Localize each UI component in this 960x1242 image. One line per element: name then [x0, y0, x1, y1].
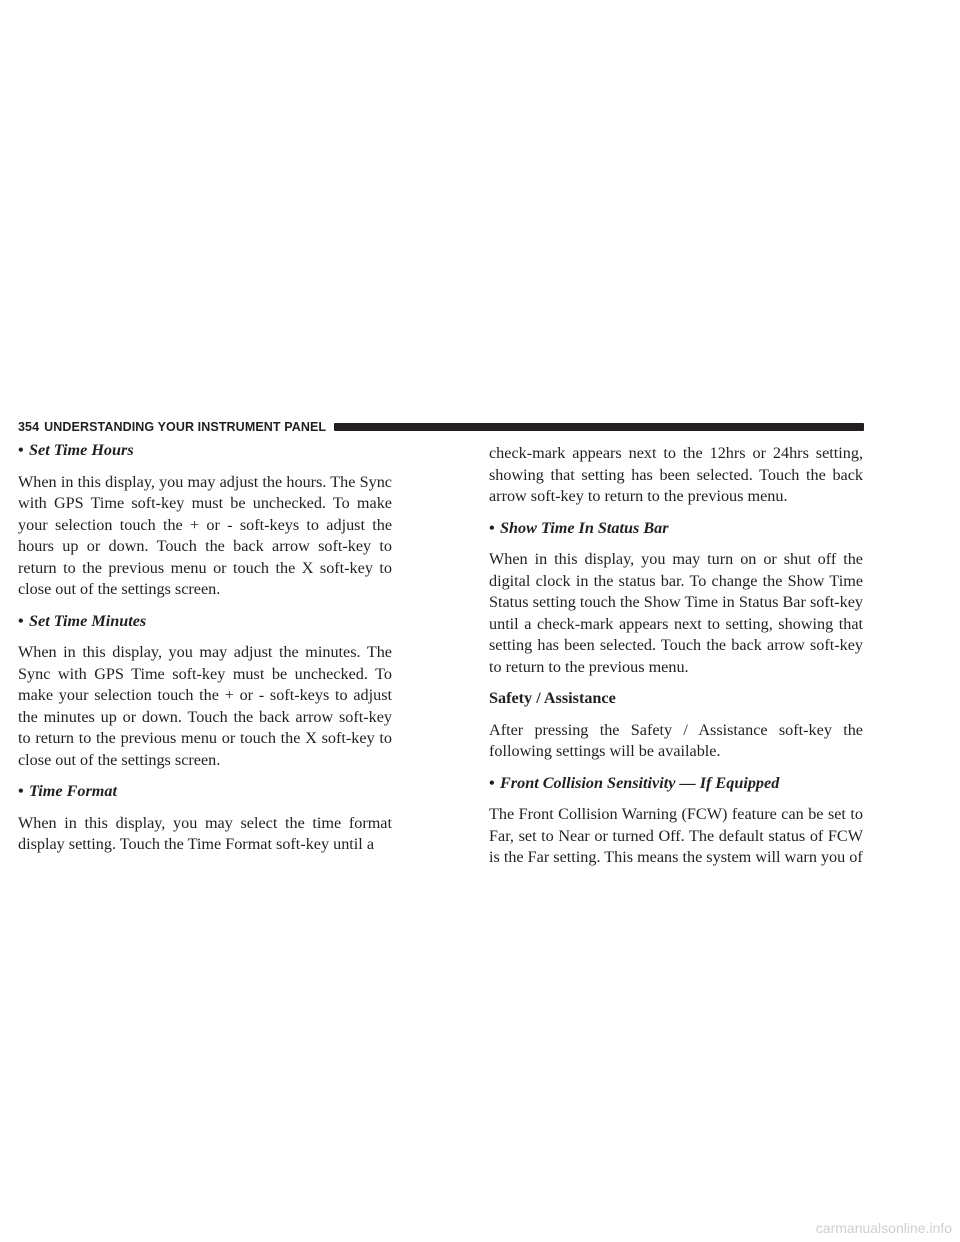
subheading-safety-assistance: Safety / Assistance	[489, 689, 616, 707]
bullet-label: Show Time In Status Bar	[500, 518, 669, 537]
paragraph-time-format-continued: check-mark appears next to the 12hrs or 24hrs setting, showing that setting has been selected. Touch the back arrow soft-key to return to the previous menu.	[489, 444, 863, 505]
watermark: carmanualsonline.info	[815, 1220, 952, 1236]
paragraph-safety-assistance: After pressing the Safety / Assistance soft-key the following settings will be available.	[489, 720, 863, 760]
bullet-time-format	[18, 781, 392, 803]
bullet-dot: •	[18, 782, 24, 800]
bullet-label: Set Time Minutes	[29, 611, 147, 630]
bullet-set-time-hours	[18, 440, 392, 462]
bullet-label: Time Format	[29, 782, 117, 800]
bullet-dot: •	[489, 518, 495, 537]
right-column	[489, 443, 863, 879]
bullet-label: Front Collision Sensitivity — If Equipped	[500, 773, 780, 792]
paragraph-front-collision-warning: The Front Collision Warning (FCW) feature can be set to Far, set to Near or turned Off. The default status of FCW is the Far setting. This means the system will warn you of	[489, 805, 863, 866]
paragraph-set-time-hours: When in this display, you may adjust the hours. The Sync with GPS Time soft-key must be unchecked. To make your selection touch the + or - soft-keys to adjust the hours up or down. Touch the back arrow soft-key to return to the previous menu or touch the X soft-key to close out of the settings screen.	[18, 472, 392, 598]
page-header	[18, 419, 864, 435]
bullet-label: Set Time Hours	[29, 441, 134, 459]
section-title: UNDERSTANDING YOUR INSTRUMENT PANEL	[44, 420, 327, 434]
paragraph-set-time-minutes: When in this display, you may adjust the minutes. The Sync with GPS Time soft-key must be unchecked. To make your selection touch the + or - soft-keys to adjust the minutes up or down. Touch the back arrow soft-key to return to the previous menu or touch the X soft-key to close out of the settings screen.	[18, 643, 392, 769]
page-number: 354	[18, 420, 40, 434]
paragraph-time-format: When in this display, you may select the time format display setting. Touch the Time Format soft-key until a	[18, 813, 392, 853]
left-column	[18, 440, 392, 866]
header-rule	[334, 423, 864, 431]
bullet-dot: •	[18, 611, 24, 630]
bullet-set-time-minutes	[18, 611, 392, 633]
bullet-show-time-in-status-bar	[489, 518, 863, 540]
bullet-dot: •	[489, 773, 495, 792]
paragraph-show-time-in-status-bar: When in this display, you may turn on or shut off the digital clock in the status bar. To change the Show Time Status setting touch the Show Time in Status Bar soft-key until a check-mark appears next to setting, showing that setting has been selected. Touch the back arrow soft-key to return to the previous menu.	[489, 550, 863, 676]
bullet-dot: •	[18, 441, 24, 459]
bullet-front-collision-sensitivity	[489, 773, 863, 795]
